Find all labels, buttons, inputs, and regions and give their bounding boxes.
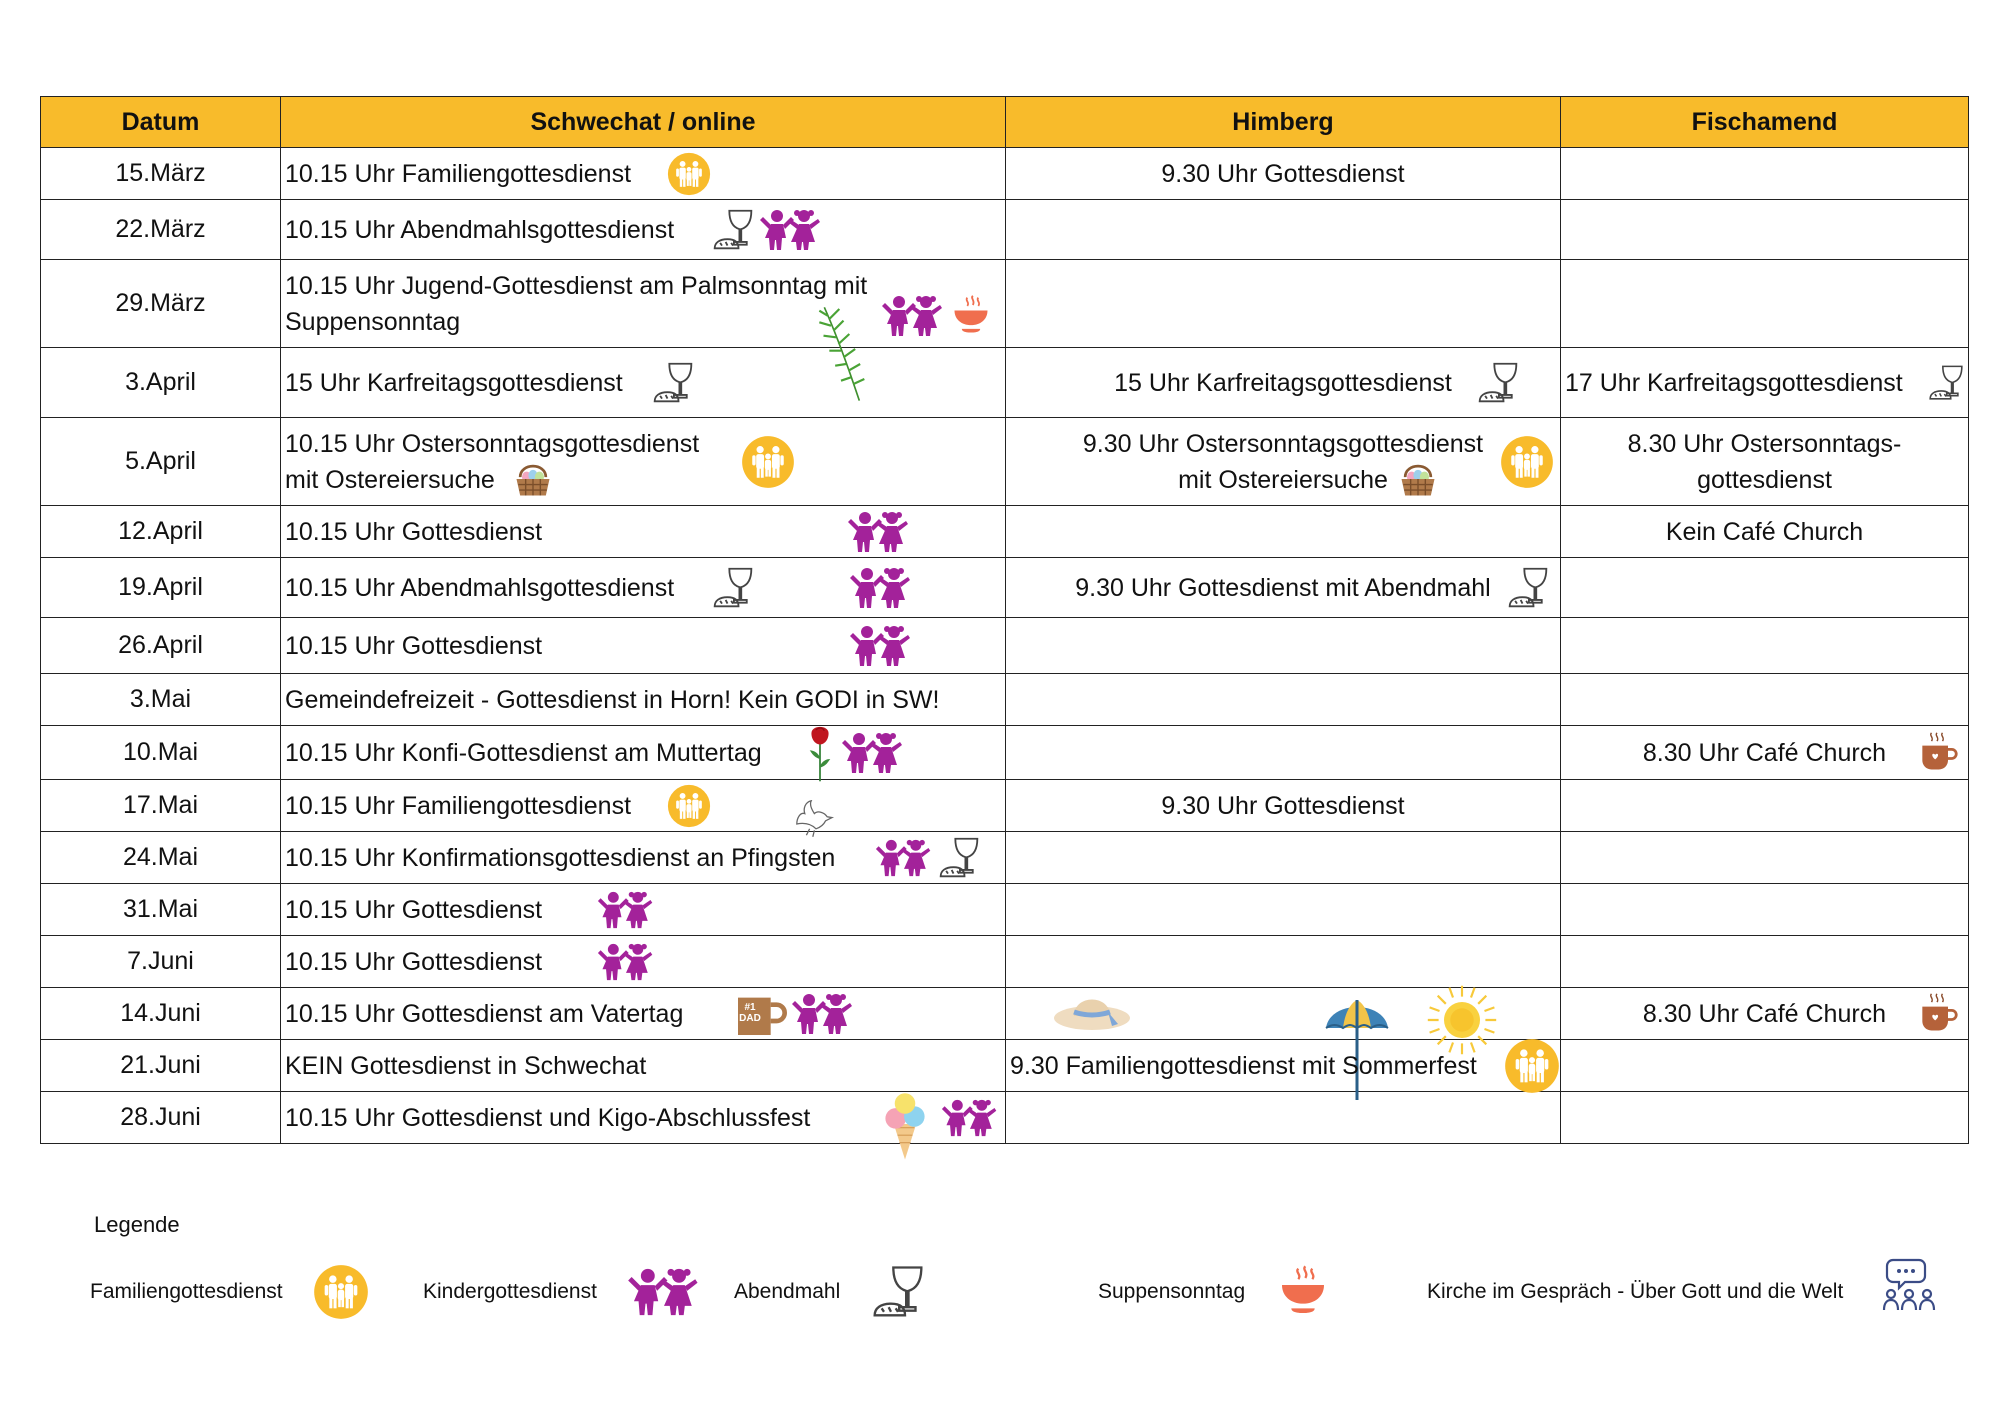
family-icon	[313, 1264, 369, 1320]
table-row	[41, 200, 1969, 260]
table-row	[41, 936, 1969, 988]
date-cell: 3.April	[41, 348, 281, 418]
himberg-cell	[1006, 988, 1561, 1040]
himberg-cell	[1006, 674, 1561, 726]
schwechat-cell	[281, 674, 1006, 726]
himberg-cell	[1006, 148, 1561, 200]
schwechat-text: 10.15 Uhr Konfi-Gottesdienst am Muttertag	[285, 738, 762, 767]
table-row	[41, 674, 1969, 726]
schwechat-text: 10.15 Uhr Gottesdienst	[285, 947, 543, 976]
date-cell: 12.April	[41, 506, 281, 558]
schwechat-cell	[281, 884, 1006, 936]
family-icon	[667, 784, 711, 828]
schwechat-text: 10.15 Uhr Abendmahlsgottesdienst	[285, 215, 675, 244]
coffee-cup-icon	[1915, 731, 1959, 775]
table-row	[41, 558, 1969, 618]
schwechat-cell	[281, 832, 1006, 884]
service-schedule-table	[40, 96, 1969, 1144]
chalice-bread-icon	[711, 208, 755, 252]
date-cell: 29.März	[41, 260, 281, 348]
fischamend-cell	[1561, 936, 1969, 988]
date-cell: 21.Juni	[41, 1040, 281, 1092]
himberg-cell	[1006, 260, 1561, 348]
date-cell: 5.April	[41, 418, 281, 506]
fischamend-cell	[1561, 988, 1969, 1040]
easter-basket-icon	[511, 457, 555, 501]
himberg-cell	[1006, 884, 1561, 936]
date-cell: 26.April	[41, 618, 281, 674]
children-icon	[941, 1096, 999, 1140]
header-himberg: Himberg	[1006, 97, 1561, 148]
date-cell: 19.April	[41, 558, 281, 618]
date-cell: 10.Mai	[41, 726, 281, 780]
himberg-cell	[1006, 1040, 1561, 1092]
soup-bowl-icon	[949, 294, 993, 338]
fischamend-text: Kein Café Church	[1665, 517, 1864, 546]
schwechat-cell	[281, 780, 1006, 832]
family-icon	[1504, 1038, 1560, 1094]
schwechat-cell	[281, 418, 1006, 506]
discussion-icon	[1881, 1256, 1937, 1312]
schwechat-cell	[281, 936, 1006, 988]
fischamend-cell	[1561, 832, 1969, 884]
himberg-text: 9.30 Familiengottesdienst mit Sommerfest	[1010, 1051, 1477, 1080]
schwechat-text: 10.15 Uhr Konfirmationsgottesdienst an Pfingsten	[285, 843, 836, 872]
himberg-cell	[1006, 418, 1561, 506]
table-row	[41, 884, 1969, 936]
children-icon	[791, 992, 855, 1036]
schwechat-cell	[281, 726, 1006, 780]
fischamend-text: 8.30 Uhr Café Church	[1642, 738, 1887, 767]
legend-label: Kirche im Gespräch - Über Gott und die Welt	[1427, 1280, 1844, 1303]
date-cell: 15.März	[41, 148, 281, 200]
fischamend-cell	[1561, 148, 1969, 200]
family-icon	[741, 435, 795, 489]
schwechat-cell	[281, 348, 1006, 418]
legend-item-communion	[734, 1262, 926, 1322]
schwechat-text: 10.15 Uhr Gottesdienst	[285, 895, 543, 924]
schwechat-text: 15 Uhr Karfreitagsgottesdienst	[285, 368, 623, 397]
sun-hat-icon	[1052, 984, 1132, 1034]
schwechat-cell	[281, 260, 1006, 348]
schwechat-cell	[281, 200, 1006, 260]
table-header-row	[41, 97, 1969, 148]
himberg-cell	[1006, 506, 1561, 558]
fischamend-text: 17 Uhr Karfreitagsgottesdienst	[1565, 368, 1903, 397]
fischamend-cell	[1561, 348, 1969, 418]
date-cell: 28.Juni	[41, 1092, 281, 1144]
schwechat-text: 10.15 Uhr Familiengottesdienst	[285, 791, 632, 820]
fischamend-text: 8.30 Uhr Ostersonntags-gottesdienst	[1627, 429, 1902, 494]
family-icon	[667, 152, 711, 196]
date-cell: 17.Mai	[41, 780, 281, 832]
fischamend-cell	[1561, 260, 1969, 348]
table-row	[41, 780, 1969, 832]
fischamend-cell	[1561, 1040, 1969, 1092]
legend-label: Familiengottesdienst	[90, 1280, 283, 1303]
himberg-cell	[1006, 200, 1561, 260]
fischamend-cell	[1561, 618, 1969, 674]
schwechat-cell	[281, 1092, 1006, 1144]
children-icon	[597, 888, 655, 932]
schwechat-cell	[281, 148, 1006, 200]
legend-label: Suppensonntag	[1098, 1280, 1246, 1303]
schwechat-text: 10.15 Uhr Ostersonntagsgottesdienst mit Ostereiersuche	[285, 429, 700, 494]
fischamend-cell	[1561, 558, 1969, 618]
easter-basket-icon	[1396, 457, 1440, 501]
chalice-bread-icon	[937, 836, 981, 880]
chalice-bread-icon	[1506, 566, 1550, 610]
children-icon	[597, 940, 655, 984]
chalice-bread-icon	[651, 361, 695, 405]
legend-title: Legende	[94, 1212, 180, 1237]
himberg-cell	[1006, 780, 1561, 832]
chalice-bread-icon	[870, 1264, 926, 1320]
mug-label: #1 DAD	[739, 1001, 761, 1024]
table-row	[41, 148, 1969, 200]
children-icon	[759, 208, 823, 252]
header-schwechat: Schwechat / online	[281, 97, 1006, 148]
date-cell: 14.Juni	[41, 988, 281, 1040]
fischamend-cell	[1561, 418, 1969, 506]
schwechat-text: 10.15 Uhr Gottesdienst am Vatertag	[285, 999, 684, 1028]
date-cell: 31.Mai	[41, 884, 281, 936]
legend-item-family	[90, 1262, 369, 1322]
table-row	[41, 348, 1969, 418]
schwechat-text: KEIN Gottesdienst in Schwechat	[285, 1051, 647, 1080]
legend-label: Abendmahl	[734, 1280, 841, 1303]
himberg-cell	[1006, 558, 1561, 618]
fischamend-cell	[1561, 1092, 1969, 1144]
himberg-cell	[1006, 726, 1561, 780]
himberg-cell	[1006, 1092, 1561, 1144]
schwechat-cell	[281, 1040, 1006, 1092]
himberg-text: 9.30 Uhr Gottesdienst mit Abendmahl	[1075, 573, 1491, 602]
header-fischamend: Fischamend	[1561, 97, 1969, 148]
fischamend-cell	[1561, 200, 1969, 260]
table-row	[41, 506, 1969, 558]
soup-bowl-icon	[1275, 1264, 1331, 1320]
children-icon	[881, 294, 945, 338]
legend-item-children	[423, 1262, 701, 1322]
table-row	[41, 832, 1969, 884]
schwechat-text: 10.15 Uhr Familiengottesdienst	[285, 159, 632, 188]
date-cell: 3.Mai	[41, 674, 281, 726]
chalice-bread-icon	[711, 566, 755, 610]
table-row	[41, 726, 1969, 780]
date-cell: 24.Mai	[41, 832, 281, 884]
dad-mug-icon	[731, 986, 787, 1042]
children-icon	[849, 624, 913, 668]
himberg-text: 9.30 Uhr Gottesdienst	[1161, 159, 1405, 188]
legend-item-discussion	[1427, 1262, 1937, 1322]
fischamend-text: 8.30 Uhr Café Church	[1642, 999, 1887, 1028]
table-row	[41, 988, 1969, 1040]
himberg-text: 9.30 Uhr Gottesdienst	[1161, 791, 1405, 820]
schwechat-text: 10.15 Uhr Gottesdienst	[285, 517, 543, 546]
schwechat-text: 10.15 Uhr Jugend-Gottesdienst am Palmsonntag mit Suppensonntag	[285, 271, 868, 336]
fischamend-cell	[1561, 726, 1969, 780]
schwechat-cell	[281, 618, 1006, 674]
himberg-cell	[1006, 832, 1561, 884]
schwechat-cell	[281, 558, 1006, 618]
table-row	[41, 418, 1969, 506]
children-icon	[849, 566, 913, 610]
children-icon	[841, 731, 905, 775]
fischamend-cell	[1561, 674, 1969, 726]
schwechat-cell	[281, 506, 1006, 558]
children-icon	[627, 1264, 701, 1320]
rose-icon	[803, 723, 837, 783]
table-row	[41, 1040, 1969, 1092]
ice-cream-icon	[877, 1086, 933, 1162]
date-cell: 22.März	[41, 200, 281, 260]
himberg-cell	[1006, 348, 1561, 418]
fischamend-cell	[1561, 506, 1969, 558]
header-datum: Datum	[41, 97, 281, 148]
table-row	[41, 618, 1969, 674]
chalice-bread-icon	[1927, 361, 1965, 405]
himberg-cell	[1006, 618, 1561, 674]
himberg-text: 9.30 Uhr Ostersonntagsgottesdienst mit Ostereiersuche	[1082, 429, 1484, 494]
schwechat-text: 10.15 Uhr Gottesdienst	[285, 631, 543, 660]
schwechat-text: 10.15 Uhr Gottesdienst und Kigo-Abschlussfest	[285, 1103, 811, 1132]
chalice-bread-icon	[1476, 361, 1520, 405]
table-row	[41, 260, 1969, 348]
himberg-cell	[1006, 936, 1561, 988]
table-row	[41, 1092, 1969, 1144]
fischamend-cell	[1561, 780, 1969, 832]
schwechat-text: 10.15 Uhr Abendmahlsgottesdienst	[285, 573, 675, 602]
schwechat-cell	[281, 988, 1006, 1040]
coffee-cup-icon	[1915, 992, 1959, 1036]
fischamend-cell	[1561, 884, 1969, 936]
date-cell: 7.Juni	[41, 936, 281, 988]
schwechat-text: Gemeindefreizeit - Gottesdienst in Horn! Kein GODI in SW!	[285, 685, 940, 714]
legend-label: Kindergottesdienst	[423, 1280, 597, 1303]
children-icon	[875, 836, 933, 880]
legend-item-soup	[1098, 1262, 1331, 1322]
family-icon	[1500, 435, 1554, 489]
himberg-text: 15 Uhr Karfreitagsgottesdienst	[1114, 368, 1452, 397]
children-icon	[847, 510, 911, 554]
